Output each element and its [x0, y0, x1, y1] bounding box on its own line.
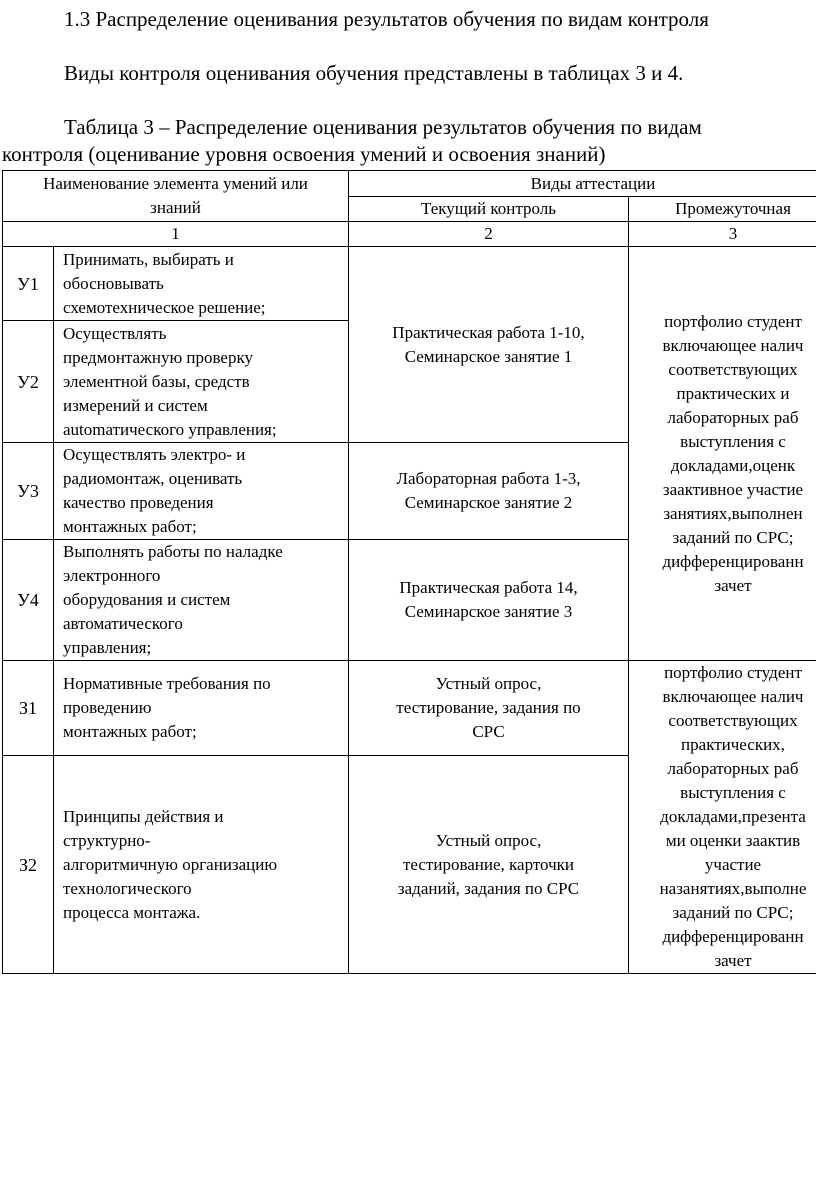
row-code-z2: З2: [3, 756, 54, 974]
row-code-u1: У1: [3, 247, 54, 321]
row-text-u4: Выполнять работы по наладке электронного оборудования и систем автоматического управления;: [54, 540, 349, 661]
assessment-table: [2, 170, 816, 974]
column-number-3: 3: [629, 222, 816, 247]
row-text-u3: Осуществлять электро- и радиомонтаж, оценивать качество проведения монтажных работ;: [54, 443, 349, 540]
row-text-z1: Нормативные требования по проведению монтажных работ;: [54, 661, 349, 756]
intermediate-control-knowledge: портфолио студент включающее налич соответствующих практических, лабораторных раб выступления с докладами,презента ми оценки заактив участие назанятиях,выполне заданий по СРС; дифференцированн зачет: [629, 661, 816, 974]
table-caption-line-1: Таблица 3 – Распределение оценивания результатов обучения по видам: [64, 115, 702, 139]
current-control-z2: Устный опрос, тестирование, карточки заданий, задания по СРС: [349, 756, 629, 974]
current-control-u1-u2: Практическая работа 1-10, Семинарское занятие 1: [349, 247, 629, 443]
current-control-u3: Лабораторная работа 1-3, Семинарское занятие 2: [349, 443, 629, 540]
row-code-z1: З1: [3, 661, 54, 756]
header-element-name: Наименование элемента умений или знаний: [3, 171, 349, 222]
current-control-u4: Практическая работа 14, Семинарское занятие 3: [349, 540, 629, 661]
current-control-z1: Устный опрос, тестирование, задания по СРС: [349, 661, 629, 756]
header-current-control: Текущий контроль: [349, 197, 629, 222]
column-number-2: 2: [349, 222, 629, 247]
row-text-z2: Принципы действия и структурно- алгоритмичную организацию технологического процесса монтажа.: [54, 756, 349, 974]
header-intermediate-control: Промежуточная: [629, 197, 816, 222]
intro-paragraph: Виды контроля оценивания обучения представлены в таблицах 3 и 4.: [64, 61, 684, 85]
intermediate-control-skills: портфолио студент включающее налич соответствующих практических и лабораторных раб выступления с докладами,оценк заактивное участие занятиях,выполнен заданий по СРС; дифференцированн зачет: [629, 247, 816, 661]
table-caption-line-2: контроля (оценивание уровня освоения умений и освоения знаний): [2, 142, 606, 166]
section-heading: 1.3 Распределение оценивания результатов обучения по видам контроля: [64, 7, 709, 31]
row-text-u2: Осуществлять предмонтажную проверку элементной базы, средств измерений и систем automатического управления;: [54, 321, 349, 443]
column-number-1: 1: [3, 222, 349, 247]
row-code-u2: У2: [3, 321, 54, 443]
row-code-u4: У4: [3, 540, 54, 661]
row-code-u3: У3: [3, 443, 54, 540]
header-attestation-types: Виды аттестации: [349, 171, 816, 197]
row-text-u1: Принимать, выбирать и обосновывать схемотехническое решение;: [54, 247, 349, 321]
